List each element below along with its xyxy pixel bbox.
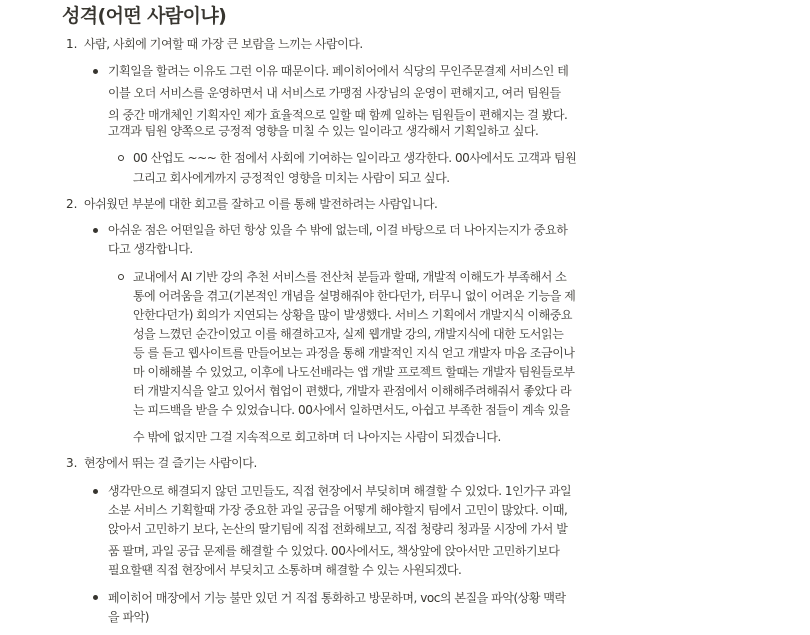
page-heading: 성격(어떤 사람이냐)	[62, 5, 227, 27]
list-item-text: 사람, 사회에 기여할 때 가장 큰 보람을 느끼는 사람이다.	[84, 37, 363, 51]
sub-bullet-line: 00 산업도 ~~~ 한 점에서 사회에 기여하는 일이라고 생각한다. 00사에서도 고객과 팀원	[133, 151, 577, 165]
bullet-line: 을 파악)	[108, 610, 150, 624]
bullet-line: 소분 서비스 기획할때 가장 중요한 과일 공급을 어떻게 해야할지 팀에서 고민이 많았다. 이때,	[108, 503, 568, 517]
sub-bullet-line: 성을 느꼈던 순간이었고 이를 해결하고자, 실제 웹개발 강의, 개발지식에 대한 도서읽는	[133, 327, 564, 341]
sub-bullet-line: 는 피드백을 받을 수 있었습니다. 00사에서 일하면서도, 아쉽고 부족한 점들이 계속 있을	[133, 403, 570, 417]
list-item-text: 현장에서 뛰는 걸 즐기는 사람이다.	[84, 456, 257, 470]
list-item-text: 아쉬웠던 부분에 대한 회고를 잘하고 이를 통해 발전하려는 사람입니다.	[84, 197, 438, 211]
bullet-dot	[93, 228, 98, 233]
bullet-line: 생각만으로 해결되지 않던 고민들도, 직접 현장에서 부딪히며 해결할 수 있었다. 1인가구 과일	[108, 484, 572, 498]
bullet-dot	[93, 69, 98, 74]
sub-bullet-line: 안한다던가) 회의가 지연되는 상황을 많이 발생했다. 서비스 기획에서 개발지식 이해중요	[133, 308, 572, 322]
sub-bullet-line: 통에 어려움을 겪고(기본적인 개념을 설명해줘야 한다던가, 터무니 없이 어려운 기능을 제	[133, 289, 576, 303]
bullet-line: 다고 생각합니다.	[108, 242, 193, 256]
sub-bullet-line: 등 를 듣고 웹사이트를 만들어보는 과정을 통해 개발적인 지식 얻고 개발자 마음 조금이나	[133, 346, 575, 360]
list-number: 3.	[66, 456, 78, 470]
bullet-dot	[93, 595, 98, 600]
bullet-line: 이블 오더 서비스를 운영하면서 내 서비스로 가맹점 사장님의 운영이 편해지고, 여러 팀원들	[108, 86, 561, 100]
bullet-line: 품 팔며, 과일 공급 문제를 해결할 수 있었다. 00사에서도, 책상앞에 앉아서만 고민하기보다	[108, 544, 560, 558]
bullet-line: 앉아서 고민하기 보다, 논산의 딸기팀에 직접 전화해보고, 직접 청량리 청과물 시장에 가서 발	[108, 522, 568, 536]
bullet-line: 고객과 팀원 양쪽으로 긍정적 영향을 미칠 수 있는 일이라고 생각해서 기획일하고 싶다.	[108, 124, 539, 138]
bullet-line: 의 중간 매개체인 기획자인 제가 효율적으로 일할 때 함께 일하는 팀원들이 편해지는 걸 봤다.	[108, 108, 568, 122]
bullet-line: 필요할땐 직접 현장에서 부딪치고 소통하며 해결할 수 있는 사원되겠다.	[108, 563, 462, 577]
sub-bullet-ring	[118, 155, 124, 161]
sub-bullet-ring	[118, 274, 124, 280]
sub-bullet-line: 교내에서 AI 기반 강의 추천 서비스를 전산처 분들과 할때, 개발적 이해도가 부족해서 소	[133, 270, 567, 284]
sub-bullet-line: 터 개발지식을 알고 있어서 협업이 편했다, 개발자 관점에서 이해해주려해줘서 좋았다 라	[133, 384, 572, 398]
sub-bullet-line: 마 이해해볼 수 있었고, 이후에 나도선배라는 앱 개발 프로젝트 할때는 개발자 팀원들로부	[133, 365, 575, 379]
bullet-line: 페이히어 매장에서 기능 불만 있던 거 직접 통화하고 방문하며, voc의 본질을 파악(상황 맥락	[108, 591, 566, 605]
bullet-line: 기획일을 할려는 이유도 그런 이유 때문이다. 페이히어에서 식당의 무인주문결제 서비스인 테	[108, 64, 569, 78]
list-number: 1.	[66, 37, 78, 51]
bullet-dot	[93, 489, 98, 494]
bullet-line: 아쉬운 점은 어떤일을 하던 항상 있을 수 밖에 없는데, 이걸 바탕으로 더 나아지는지가 중요하	[108, 223, 568, 237]
sub-bullet-line: 그리고 회사에게까지 긍정적인 영향을 미치는 사람이 되고 싶다.	[133, 171, 450, 185]
list-number: 2.	[66, 197, 78, 211]
sub-bullet-line: 수 밖에 없지만 그걸 지속적으로 회고하며 더 나아지는 사람이 되겠습니다.	[133, 430, 501, 444]
